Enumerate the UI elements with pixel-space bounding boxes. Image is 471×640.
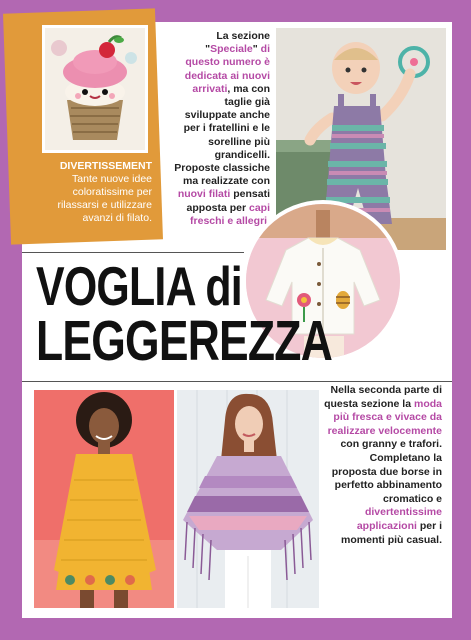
- second-paragraph: [322, 384, 442, 547]
- intro-text-3: , ma con taglie già sviluppate anche per i fratellini e le sorelline più grandicelli. Proposte classiche ma realizzate con: [174, 82, 270, 188]
- yellow-dress-photo: [34, 390, 174, 608]
- intro-highlight-speciale: Speciale: [210, 43, 253, 56]
- intro-paragraph: [170, 30, 270, 228]
- intro-highlight-filati: nuovi filati: [177, 188, 231, 201]
- intro-highlight-capi: capi freschi e allegri: [190, 201, 270, 227]
- second-text-3: per i momenti più casual.: [341, 519, 442, 546]
- second-text-2: con granny e trafori. Completano la proposta due borse in perfetto abbinamento cromatico e: [331, 438, 442, 505]
- intro-text-4: pensati apposta per: [186, 188, 270, 214]
- title-rule-top: [22, 252, 244, 253]
- caption-heading: DIVERTISSEMENT: [59, 160, 152, 172]
- title-line-1: VOGLIA di: [36, 255, 242, 317]
- title-line-2: LEGGEREZZA: [36, 309, 333, 373]
- caption-body: Tante nuove idee coloratissime per rilassarsi e utilizzare avanzi di filato.: [57, 173, 152, 224]
- caption-text: [30, 160, 152, 225]
- intro-text-2: ": [252, 43, 261, 56]
- fringed-poncho-photo: [177, 390, 319, 608]
- second-highlight-moda: moda più fresca e vivace da realizzare velocemente: [327, 397, 442, 437]
- second-text-1: Nella seconda parte di questa sezione la: [324, 384, 442, 410]
- title-rule-bottom: [22, 381, 452, 382]
- second-highlight-applicazioni: divertentissime applicazioni: [356, 506, 442, 532]
- intro-highlight-arrivati: di questo numero è dedicata ai nuovi arrivati: [184, 43, 270, 95]
- intro-text-1: La sezione ": [205, 30, 270, 56]
- cupcake-amigurumi-photo: [42, 25, 148, 153]
